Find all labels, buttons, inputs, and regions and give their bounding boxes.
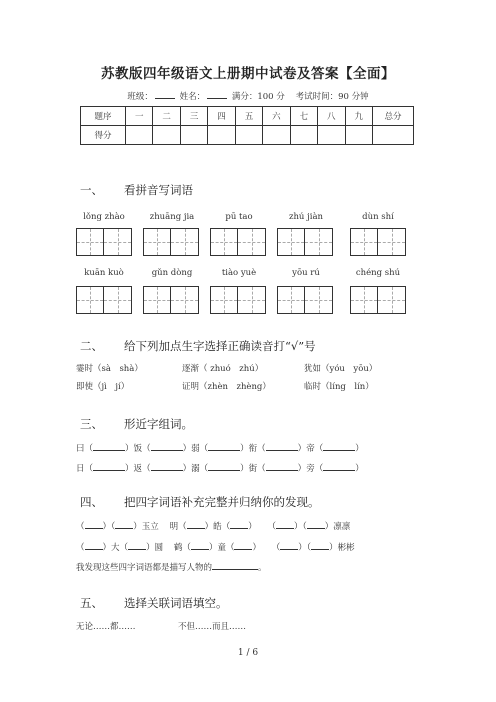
pinyin: dùn shí xyxy=(362,212,394,222)
pinyin: kuān kuò xyxy=(84,268,124,278)
score-header-cell: 题序 xyxy=(81,107,126,126)
score-cell[interactable] xyxy=(153,126,180,145)
writing-box[interactable] xyxy=(350,286,406,314)
writing-box[interactable] xyxy=(277,286,333,314)
idiom-row[interactable]: （ ）大（ ）圆 鹤（ ）童（ ） （ ）（ ）彬彬 xyxy=(76,543,355,553)
similar-char-row[interactable]: 日（ ）返（ ）溺（ ）街（ ）旁（ ） xyxy=(76,464,364,474)
pronunciation-item[interactable]: 证明（zhèn zhèng） xyxy=(182,382,271,392)
name-blank xyxy=(207,90,227,99)
pinyin: pū tao xyxy=(225,212,253,222)
name-label: 姓名： xyxy=(179,92,206,102)
score-table xyxy=(80,106,414,145)
writing-box[interactable] xyxy=(143,228,199,256)
score-header-cell: 二 xyxy=(153,107,180,126)
full-score: 满分：100 分 xyxy=(231,92,285,102)
pronunciation-item[interactable]: 临时（líng lín） xyxy=(304,382,374,392)
conjunction-option: 不但……而且…… xyxy=(178,622,247,632)
score-cell[interactable] xyxy=(208,126,235,145)
conjunction-option: 无论……都…… xyxy=(76,622,136,632)
score-cell[interactable] xyxy=(345,126,373,145)
exam-time: 考试时间：90 分钟 xyxy=(295,92,369,102)
page-title: 苏教版四年级语文上册期中试卷及答案【全面】 xyxy=(101,66,395,82)
class-blank xyxy=(155,90,175,99)
idiom-row[interactable]: （ ）（ ）玉立 明（ ）皓（ ） （ ）（ ）凛凛 xyxy=(76,522,351,532)
score-cell[interactable] xyxy=(180,126,207,145)
writing-box[interactable] xyxy=(76,286,132,314)
similar-char-row[interactable]: 曰（ ）饭（ ）弱（ ）衔（ ）帝（ ） xyxy=(76,444,364,454)
pinyin: zhuāng jia xyxy=(149,212,195,222)
score-header-cell: 四 xyxy=(208,107,235,126)
score-header-cell: 五 xyxy=(235,107,262,126)
pronunciation-item[interactable]: 即使（jì jí） xyxy=(76,382,130,392)
pinyin: zhú jiàn xyxy=(288,212,324,222)
page-number: 1 / 6 xyxy=(237,648,259,658)
score-row xyxy=(81,126,414,145)
score-header-cell: 八 xyxy=(318,107,345,126)
pronunciation-item[interactable]: 逐渐（ zhuó zhú） xyxy=(182,364,264,374)
score-cell[interactable] xyxy=(235,126,262,145)
writing-box[interactable] xyxy=(350,228,406,256)
section-2-heading: 二、 给下列加点生字选择正确读音打“√”号 xyxy=(80,339,316,353)
score-header-cell: 六 xyxy=(263,107,290,126)
score-header-cell: 一 xyxy=(126,107,153,126)
score-header-cell: 总分 xyxy=(373,107,414,126)
section-1-heading: 一、 看拼音写词语 xyxy=(80,183,193,197)
score-cell[interactable] xyxy=(318,126,345,145)
section-4-heading: 四、 把四字词语补充完整并归纳你的发现。 xyxy=(80,495,320,509)
writing-box[interactable] xyxy=(76,228,132,256)
class-label: 班级： xyxy=(127,92,153,102)
writing-box[interactable] xyxy=(143,286,199,314)
pinyin: tiào yuè xyxy=(221,268,257,278)
writing-box[interactable] xyxy=(210,228,266,256)
pronunciation-item[interactable]: 霎时（sà shà） xyxy=(76,364,143,374)
score-header-cell: 三 xyxy=(180,107,207,126)
writing-box[interactable] xyxy=(210,286,266,314)
score-header-row xyxy=(81,107,414,126)
score-cell[interactable] xyxy=(290,126,317,145)
pronunciation-item[interactable]: 犹如（yóu yōu） xyxy=(304,364,378,374)
pinyin: chéng shú xyxy=(355,268,401,278)
pinyin: lǒng zhào xyxy=(83,212,125,222)
score-cell[interactable] xyxy=(373,126,414,145)
exam-info xyxy=(0,90,496,102)
writing-box[interactable] xyxy=(277,228,333,256)
score-cell[interactable] xyxy=(263,126,290,145)
section-3-heading: 三、 形近字组词。 xyxy=(80,417,193,431)
pinyin: yōu rú xyxy=(292,268,320,278)
section-5-heading: 五、 选择关联词语填空。 xyxy=(80,596,228,610)
pinyin: gǔn dòng xyxy=(151,268,193,278)
score-header-cell: 七 xyxy=(290,107,317,126)
score-row-label: 得分 xyxy=(81,126,126,145)
idiom-note[interactable]: 我发现这些四字词语都是描写人物的 。 xyxy=(76,563,267,573)
score-header-cell: 九 xyxy=(345,107,373,126)
score-cell[interactable] xyxy=(126,126,153,145)
